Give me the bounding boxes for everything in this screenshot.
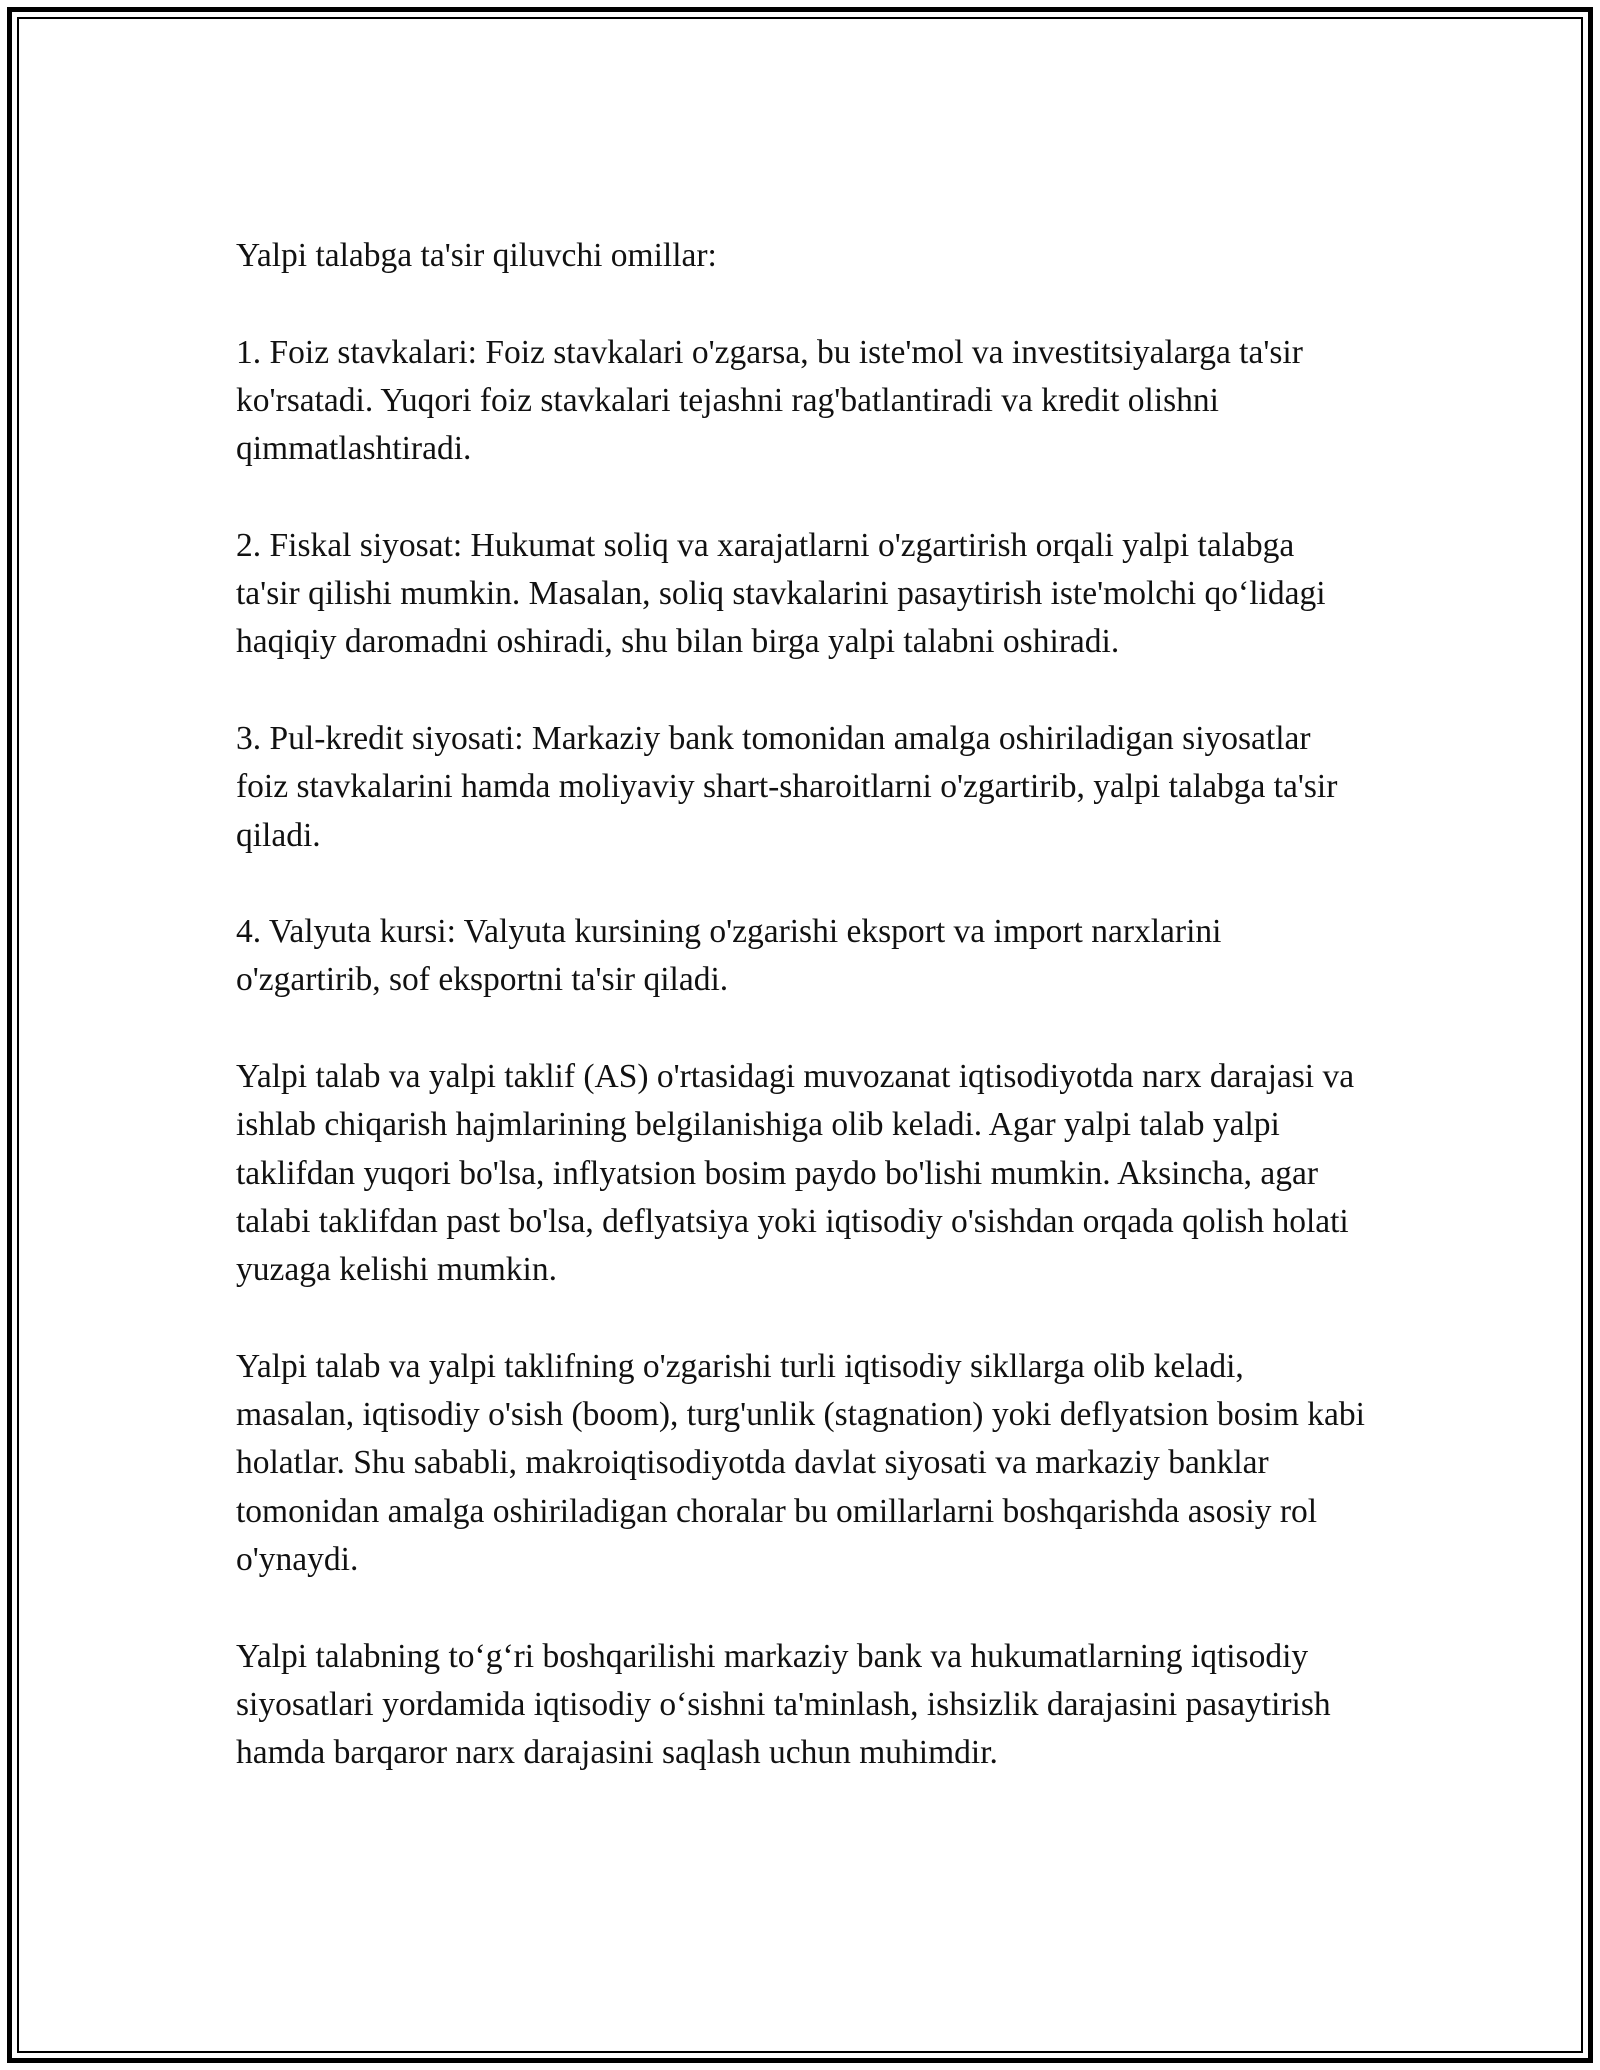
paragraph-economic-cycles: Yalpi talab va yalpi taklifning o'zgarishi turli iqtisodiy sikllarga olib keladi, masalan, iqtisodiy o'sish (boom), turg'unlik (stagnation) yoki deflyatsion bosim kabi holatlar. Shu sababli, makroiqtisodiyotda davlat siyosati va markaziy banklar tomonidan amalga oshiriladigan choralar bu omillarlarni boshqarishda asosiy rol o'ynaydi. — [236, 1347, 1365, 1579]
document-body — [236, 232, 1366, 1778]
paragraph-ad-as-equilibrium: Yalpi talab va yalpi taklif (AS) o'rtasidagi muvozanat iqtisodiyotda narx darajasi va ishlab chiqarish hajmlarining belgilanishiga olib keladi. Agar yalpi talab yalpi taklifdan yuqori bo'lsa, inflyatsion bosim paydo bo'lishi mumkin. Aksincha, agar talabi taklifdan past bo'lsa, deflyatsiya yoki iqtisodiy o'sishdan orqada qolish holati yuzaga kelishi mumkin. — [236, 1058, 1355, 1289]
paragraph-monetary-policy: 3. Pul-kredit siyosati: Markaziy bank tomonidan amalga oshiriladigan siyosatlar foiz stavkalarini hamda moliyaviy shart-sharoitlarni o'zgartirib, yalpi talabga ta'sir qiladi. — [236, 719, 1338, 854]
paragraph-exchange-rate: 4. Valyuta kursi: Valyuta kursining o'zgarishi eksport va import narxlarini o'zgartirib, sof eksportni ta'sir qiladi. — [236, 913, 1222, 999]
document-heading: Yalpi talabga ta'sir qiluvchi omillar: — [236, 237, 717, 274]
paragraph-interest-rates: 1. Foiz stavkalari: Foiz stavkalari o'zgarsa, bu iste'mol va investitsiyalarga ta'sir ko'rsatadi. Yuqori foiz stavkalari tejashni rag'batlantiradi va kredit olishni qimmatlashtiradi. — [236, 333, 1303, 468]
paragraph-fiscal-policy: 2. Fiskal siyosat: Hukumat soliq va xarajatlarni o'zgartirish orqali yalpi talabga ta'sir qilishi mumkin. Masalan, soliq stavkalarini pasaytirish iste'molchi qo‘lidagi haqiqiy daromadni oshiradi, shu bilan birga yalpi talabni oshiradi. — [236, 526, 1326, 661]
paragraph-conclusion: Yalpi talabning to‘g‘ri boshqarilishi markaziy bank va hukumatlarning iqtisodiy siyosatlari yordamida iqtisodiy o‘sishni ta'minlash, ishsizlik darajasini pasaytirish hamda barqaror narx darajasini saqlash uchun muhimdir. — [236, 1637, 1331, 1772]
